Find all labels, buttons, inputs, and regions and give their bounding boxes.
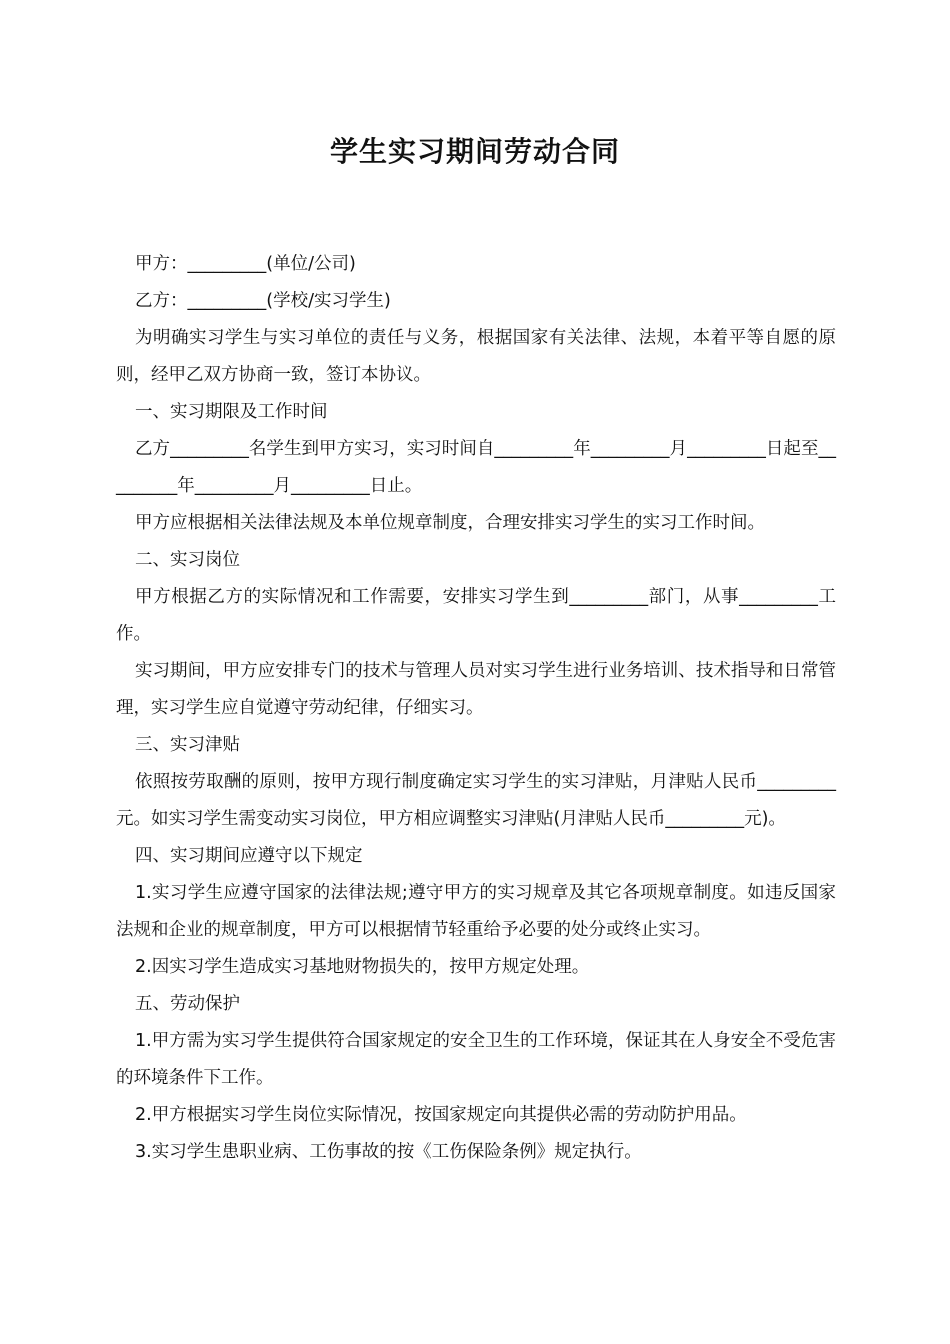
paragraph: 2.因实习学生造成实习基地财物损失的，按甲方规定处理。 [135,957,590,977]
section-heading-2: 二、实习岗位 [135,550,240,570]
paragraph: 甲方应根据相关法律法规及本单位规章制度，合理安排实习学生的实习工作时间。 [135,513,765,533]
paragraph: 1.实习学生应遵守国家的法律法规;遵守甲方的实习规章及其它各项规章制度。如违反国家法规和企业的规章制度，甲方可以根据情节轻重给予必要的处分或终止实习。 [116,883,836,940]
document-body [116,246,836,1171]
section-heading-1: 一、实习期限及工作时间 [135,402,328,422]
paragraph: 乙方_________名学生到甲方实习，实习时间自_________年_________月_________日起至_________年_________月_________日止。 [116,439,836,496]
section-heading-4: 四、实习期间应遵守以下规定 [135,846,363,866]
paragraph: 甲方根据乙方的实际情况和工作需要，安排实习学生到_________部门，从事_________工作。 [116,587,836,644]
document-title: 学生实习期间劳动合同 [329,135,620,168]
preamble-paragraph: 为明确实习学生与实习单位的责任与义务，根据国家有关法律、法规，本着平等自愿的原则，经甲乙双方协商一致，签订本协议。 [116,328,836,385]
paragraph: 实习期间，甲方应安排专门的技术与管理人员对实习学生进行业务培训、技术指导和日常管理，实习学生应自觉遵守劳动纪律，仔细实习。 [116,661,836,718]
paragraph: 依照按劳取酬的原则，按甲方现行制度确定实习学生的实习津贴，月津贴人民币_________元。如实习学生需变动实习岗位，甲方相应调整实习津贴(月津贴人民币_________元)。 [116,772,836,829]
paragraph: 2.甲方根据实习学生岗位实际情况，按国家规定向其提供必需的劳动防护用品。 [135,1105,747,1125]
section-heading-5: 五、劳动保护 [135,994,240,1014]
paragraph: 1.甲方需为实习学生提供符合国家规定的安全卫生的工作环境，保证其在人身安全不受危害的环境条件下工作。 [116,1031,836,1088]
section-heading-3: 三、实习津贴 [135,735,240,755]
paragraph: 3.实习学生患职业病、工伤事故的按《工伤保险条例》规定执行。 [135,1142,642,1162]
party-b-line: 乙方：_________(学校/实习学生) [135,291,391,311]
party-a-line: 甲方：_________(单位/公司) [135,254,356,274]
